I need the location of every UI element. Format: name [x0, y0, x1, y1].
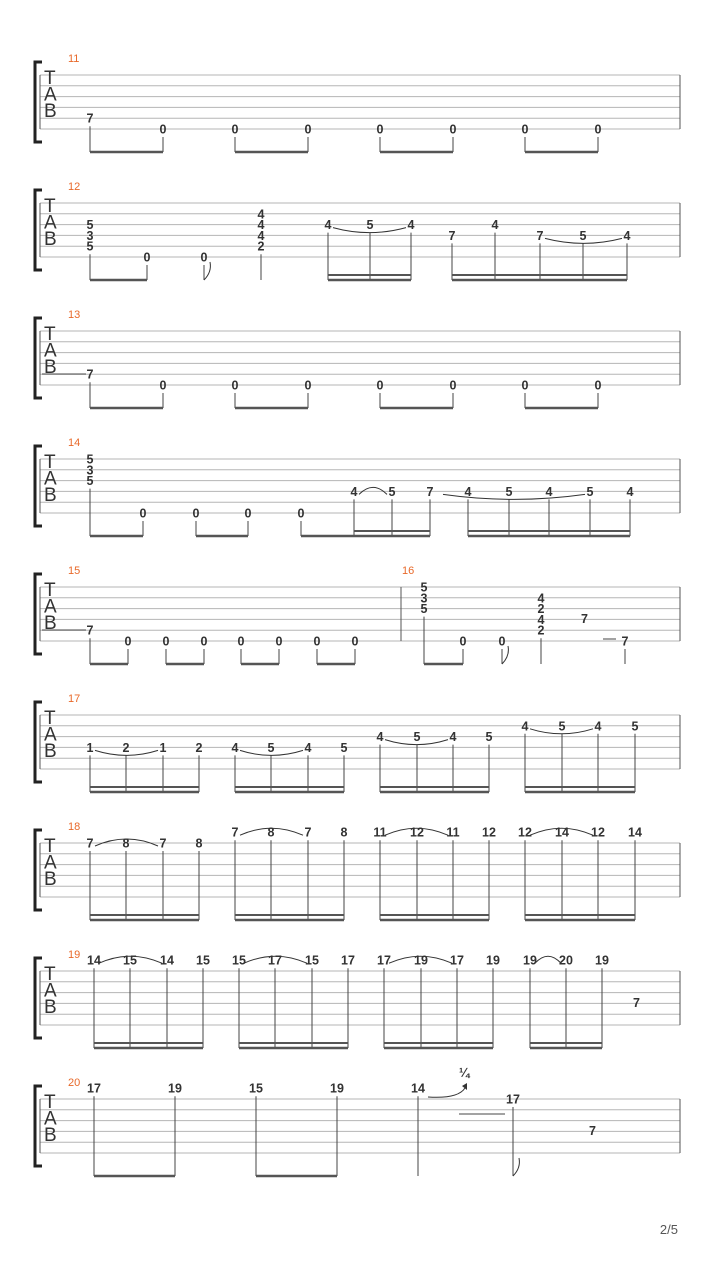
fret-number: 5	[340, 740, 348, 755]
bend-amount: ¼	[459, 1066, 470, 1080]
fret-number: 11	[446, 825, 460, 840]
bar-number: 11	[68, 53, 80, 65]
tab-clef-letter: B	[44, 101, 57, 122]
fret-number: 15	[232, 953, 246, 968]
tab-clef-letter: T	[44, 964, 56, 985]
fret-number: 0	[237, 634, 245, 649]
tab-clef-letter: T	[44, 580, 56, 601]
tab-system	[35, 693, 680, 792]
fret-number: 7	[536, 228, 544, 243]
fret-number: 5	[558, 719, 566, 734]
fret-number: 17	[377, 953, 391, 968]
fret-number: 5	[267, 740, 275, 755]
fret-number: 4	[594, 719, 602, 734]
fret-number: 0	[297, 506, 305, 521]
note-flag	[502, 646, 508, 664]
fret-number: 7	[304, 825, 312, 840]
fret-number: 0	[159, 122, 167, 137]
fret-number: 0	[376, 122, 384, 137]
fret-number: 5	[86, 452, 94, 467]
fret-number: 5	[631, 719, 639, 734]
bar-number: 20	[68, 1077, 81, 1089]
bar-number: 15	[68, 565, 81, 577]
tab-clef-letter: T	[44, 196, 56, 217]
fret-number: 4	[545, 484, 553, 499]
tab-clef-letter: B	[44, 1125, 57, 1146]
fret-number: 8	[340, 825, 348, 840]
fret-number: 4	[491, 218, 499, 233]
fret-number: 0	[449, 378, 457, 393]
tab-clef-letter: A	[44, 1108, 57, 1130]
fret-number: 15	[196, 953, 210, 968]
fret-number: 4	[376, 730, 384, 745]
fret-number: 0	[498, 634, 506, 649]
fret-number: 5	[420, 602, 428, 617]
fret-number: 3	[86, 463, 94, 478]
tab-system	[35, 565, 680, 664]
tab-clef-letter: A	[44, 596, 57, 618]
fret-number: 0	[124, 634, 132, 649]
tab-system	[35, 821, 680, 920]
fret-number: 0	[459, 634, 467, 649]
fret-number: 2	[537, 623, 545, 638]
fret-number: 5	[586, 484, 594, 499]
fret-number: 17	[450, 953, 464, 968]
fret-number: 3	[86, 228, 94, 243]
fret-number: 0	[192, 506, 200, 521]
fret-number: 4	[537, 612, 545, 627]
bar-number: 14	[68, 437, 81, 449]
fret-number: 0	[200, 250, 208, 265]
fret-number: 0	[143, 250, 151, 265]
system-bracket	[35, 446, 42, 526]
fret-number: 4	[626, 484, 634, 499]
fret-number: 0	[139, 506, 147, 521]
fret-number: 0	[304, 122, 312, 137]
tab-system	[35, 1066, 680, 1176]
fret-number: 7	[86, 836, 94, 851]
fret-number: 12	[482, 825, 496, 840]
system-bracket	[35, 830, 42, 910]
fret-number: 0	[376, 378, 384, 393]
fret-number: 4	[521, 719, 529, 734]
fret-number: 15	[123, 953, 137, 968]
system-bracket	[35, 702, 42, 782]
fret-number: 0	[200, 634, 208, 649]
fret-number: 8	[195, 836, 203, 851]
fret-number: 17	[341, 953, 355, 968]
fret-number: 15	[305, 953, 319, 968]
fret-number: 2	[122, 740, 130, 755]
fret-number: 5	[86, 474, 94, 489]
tab-system	[35, 949, 680, 1048]
fret-number: 1	[86, 740, 94, 755]
fret-number: 14	[87, 953, 101, 968]
tab-clef-letter: A	[44, 468, 57, 490]
fret-number: 2	[537, 602, 545, 617]
eighth-rest: 7	[633, 996, 640, 1010]
fret-number: 7	[448, 228, 456, 243]
fret-number: 4	[257, 207, 265, 222]
fret-number: 14	[628, 825, 642, 840]
fret-number: 7	[86, 623, 94, 638]
fret-number: 17	[87, 1081, 101, 1096]
bar-number: 19	[68, 949, 81, 961]
bar-number: 12	[68, 181, 81, 193]
tab-clef-letter: B	[44, 869, 57, 890]
fret-number: 0	[159, 378, 167, 393]
tab-clef-letter: B	[44, 485, 57, 506]
fret-number: 5	[366, 218, 374, 233]
fret-number: 0	[313, 634, 321, 649]
fret-number: 0	[162, 634, 170, 649]
system-bracket	[35, 958, 42, 1038]
fret-number: 7	[621, 634, 629, 649]
fret-number: 12	[518, 825, 532, 840]
fret-number: 5	[86, 218, 94, 233]
fret-number: 5	[485, 730, 493, 745]
fret-number: 17	[506, 1092, 520, 1107]
fret-number: 5	[420, 580, 428, 595]
fret-number: 4	[407, 218, 415, 233]
fret-number: 0	[594, 122, 602, 137]
fret-number: 14	[160, 953, 174, 968]
fret-number: 14	[411, 1081, 425, 1096]
eighth-rest: 7	[581, 612, 588, 626]
bar-number: 13	[68, 309, 81, 321]
fret-number: 5	[505, 484, 513, 499]
tab-clef-letter: B	[44, 229, 57, 250]
tab-clef-letter: A	[44, 84, 57, 106]
tab-clef-letter: T	[44, 836, 56, 857]
fret-number: 4	[304, 740, 312, 755]
fret-number: 7	[231, 825, 239, 840]
tab-clef-letter: B	[44, 741, 57, 762]
fret-number: 2	[195, 740, 203, 755]
fret-number: 5	[86, 239, 94, 254]
fret-number: 8	[267, 825, 275, 840]
tab-clef-letter: A	[44, 340, 57, 362]
bar-number: 16	[402, 565, 415, 577]
fret-number: 4	[324, 218, 332, 233]
tab-clef-letter: B	[44, 613, 57, 634]
fret-number: 0	[304, 378, 312, 393]
system-bracket	[35, 1086, 42, 1166]
note-flag	[204, 262, 210, 280]
system-bracket	[35, 62, 42, 142]
fret-number: 4	[537, 591, 545, 606]
fret-number: 15	[249, 1081, 263, 1096]
tab-clef-letter: B	[44, 357, 57, 378]
fret-number: 19	[168, 1081, 182, 1096]
fret-number: 2	[257, 239, 265, 254]
fret-number: 4	[623, 228, 631, 243]
fret-number: 5	[579, 228, 587, 243]
fret-number: 19	[330, 1081, 344, 1096]
fret-number: 0	[594, 378, 602, 393]
fret-number: 8	[122, 836, 130, 851]
fret-number: 17	[268, 953, 282, 968]
fret-number: 3	[420, 591, 428, 606]
fret-number: 11	[373, 825, 387, 840]
fret-number: 0	[275, 634, 283, 649]
tab-clef-letter: T	[44, 452, 56, 473]
fret-number: 5	[388, 484, 396, 499]
bar-number: 18	[68, 821, 81, 833]
fret-number: 0	[244, 506, 252, 521]
fret-number: 0	[351, 634, 359, 649]
system-bracket	[35, 574, 42, 654]
fret-number: 12	[591, 825, 605, 840]
bend-arrow	[428, 1088, 465, 1097]
fret-number: 4	[231, 740, 239, 755]
note-flag	[513, 1158, 519, 1176]
tab-clef-letter: A	[44, 724, 57, 746]
page-number: 2/5	[659, 1222, 678, 1237]
eighth-rest: 7	[589, 1124, 596, 1138]
system-bracket	[35, 190, 42, 270]
tab-system	[35, 181, 680, 280]
fret-number: 19	[414, 953, 428, 968]
fret-number: 4	[350, 484, 358, 499]
tab-clef-letter: B	[44, 997, 57, 1018]
fret-number: 7	[426, 484, 434, 499]
fret-number: 7	[86, 111, 94, 126]
tab-clef-letter: A	[44, 212, 57, 234]
fret-number: 12	[410, 825, 424, 840]
legato-slur	[535, 956, 561, 963]
fret-number: 0	[449, 122, 457, 137]
bar-number: 17	[68, 693, 81, 705]
fret-number: 20	[559, 953, 573, 968]
tab-clef-letter: T	[44, 1092, 56, 1113]
tab-system	[35, 437, 680, 536]
tab-clef-letter: T	[44, 324, 56, 345]
fret-number: 0	[521, 122, 529, 137]
fret-number: 0	[231, 122, 239, 137]
fret-number: 4	[464, 484, 472, 499]
fret-number: 0	[231, 378, 239, 393]
fret-number: 19	[595, 953, 609, 968]
tab-clef-letter: T	[44, 68, 56, 89]
fret-number: 0	[521, 378, 529, 393]
tab-system	[35, 309, 680, 408]
tab-system	[35, 53, 680, 152]
fret-number: 19	[523, 953, 537, 968]
fret-number: 19	[486, 953, 500, 968]
fret-number: 7	[159, 836, 167, 851]
system-bracket	[35, 318, 42, 398]
fret-number: 4	[257, 228, 265, 243]
fret-number: 4	[257, 218, 265, 233]
tab-clef-letter: T	[44, 708, 56, 729]
fret-number: 1	[159, 740, 167, 755]
tab-clef-letter: A	[44, 980, 57, 1002]
fret-number: 14	[555, 825, 569, 840]
tab-clef-letter: A	[44, 852, 57, 874]
fret-number: 7	[86, 367, 94, 382]
fret-number: 5	[413, 730, 421, 745]
fret-number: 4	[449, 730, 457, 745]
